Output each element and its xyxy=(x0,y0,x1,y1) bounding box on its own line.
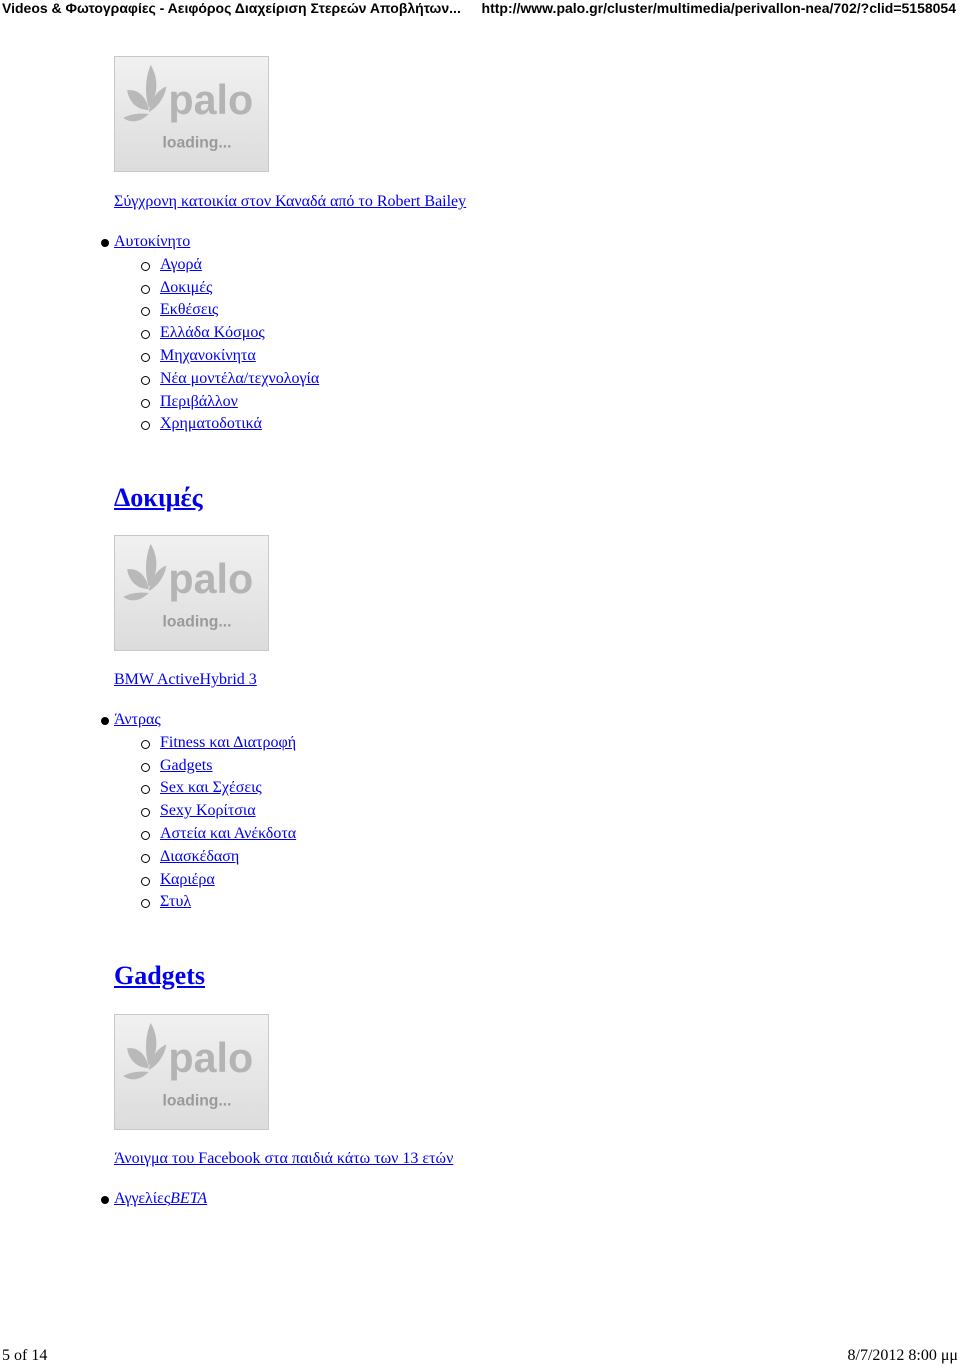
section-heading-link[interactable]: Gadgets xyxy=(114,961,205,990)
subcategory-link[interactable]: Καριέρα xyxy=(160,870,215,888)
subcategory-link[interactable]: Εκθέσεις xyxy=(160,301,219,319)
bullet-disc-icon xyxy=(101,1196,109,1204)
print-footer xyxy=(0,1347,960,1366)
subcategory-link[interactable]: Διασκέδαση xyxy=(160,847,240,865)
bullet-circle-icon xyxy=(141,307,150,316)
palo-loading-image xyxy=(115,57,268,171)
subcategory-link[interactable]: Αγορά xyxy=(160,255,202,273)
category-link[interactable] xyxy=(114,1188,207,1211)
subcategory-link[interactable]: Χρηματοδοτικά xyxy=(160,415,262,433)
bullet-circle-icon xyxy=(141,285,150,294)
subcategory-link[interactable]: Sexy Κορίτσια xyxy=(160,802,256,820)
subcategory-link[interactable]: Fitness και Διατροφή xyxy=(160,733,297,751)
video-caption-link[interactable]: BMW ActiveHybrid 3 xyxy=(114,671,257,688)
bullet-circle-icon xyxy=(141,330,150,339)
category-link[interactable]: Αυτοκίνητο xyxy=(114,233,191,250)
bullet-circle-icon xyxy=(141,808,150,817)
bullet-circle-icon xyxy=(141,353,150,362)
palo-loading-image xyxy=(115,536,268,650)
bullet-circle-icon xyxy=(141,262,150,271)
subcategory-link[interactable]: Gadgets xyxy=(160,756,213,774)
bullet-circle-icon xyxy=(141,399,150,408)
subcategory-link[interactable]: Μηχανοκίνητα xyxy=(160,346,256,364)
bullet-circle-icon xyxy=(141,785,150,794)
bullet-disc-icon xyxy=(101,239,109,247)
bullet-circle-icon xyxy=(141,854,150,863)
bullet-circle-icon xyxy=(141,899,150,908)
subcategory-link[interactable]: Νέα μοντέλα/τεχνολογία xyxy=(160,369,320,387)
bullet-disc-icon xyxy=(101,717,109,725)
video-thumbnail[interactable] xyxy=(114,535,269,651)
subcategory-link[interactable]: Sex και Σχέσεις xyxy=(160,779,262,797)
beta-badge: BETA xyxy=(170,1190,208,1207)
subcategory-link[interactable]: Αστεία και Ανέκδοτα xyxy=(160,824,297,842)
print-datetime: 8/7/2012 8:00 μμ xyxy=(847,1347,958,1364)
svg-text:palo: palo xyxy=(168,77,254,123)
svg-text:loading...: loading... xyxy=(162,1092,232,1110)
subcategory-link[interactable]: Περιβάλλον xyxy=(160,392,238,410)
category-link[interactable]: Άντρας xyxy=(114,711,161,728)
section-heading-link[interactable]: Δοκιμές xyxy=(114,483,203,512)
subcategory-link[interactable]: Ελλάδα Κόσμος xyxy=(160,324,265,342)
subcategory-link[interactable]: Δοκιμές xyxy=(160,278,213,296)
bullet-circle-icon xyxy=(141,831,150,840)
bullet-circle-icon xyxy=(141,877,150,886)
page-url: http://www.palo.gr/cluster/multimedia/perivallon-nea/702/?clid=5158054 xyxy=(481,0,956,16)
page-counter: 5 of 14 xyxy=(2,1347,48,1364)
video-thumbnail[interactable] xyxy=(114,1014,269,1130)
bullet-circle-icon xyxy=(141,376,150,385)
video-caption-link[interactable]: Σύγχρονη κατοικία στον Καναδά από το Robert Bailey xyxy=(114,193,467,210)
bullet-circle-icon xyxy=(141,740,150,749)
svg-text:loading...: loading... xyxy=(162,613,232,631)
svg-text:palo: palo xyxy=(168,556,254,602)
svg-text:palo: palo xyxy=(168,1035,254,1081)
category-label: Αγγελίες xyxy=(114,1190,171,1207)
subcategory-link[interactable]: Στυλ xyxy=(160,893,192,911)
video-caption-link[interactable]: Άνοιγμα του Facebook στα παιδιά κάτω των 13 ετών xyxy=(114,1150,454,1167)
bullet-circle-icon xyxy=(141,421,150,430)
video-thumbnail[interactable] xyxy=(114,56,269,172)
bullet-circle-icon xyxy=(141,763,150,772)
palo-loading-image xyxy=(115,1015,268,1129)
page-title: Videos & Φωτογραφίες - Αειφόρος Διαχείριση Στερεών Αποβλήτων... xyxy=(2,0,461,16)
print-header xyxy=(0,0,960,23)
svg-text:loading...: loading... xyxy=(162,134,232,152)
